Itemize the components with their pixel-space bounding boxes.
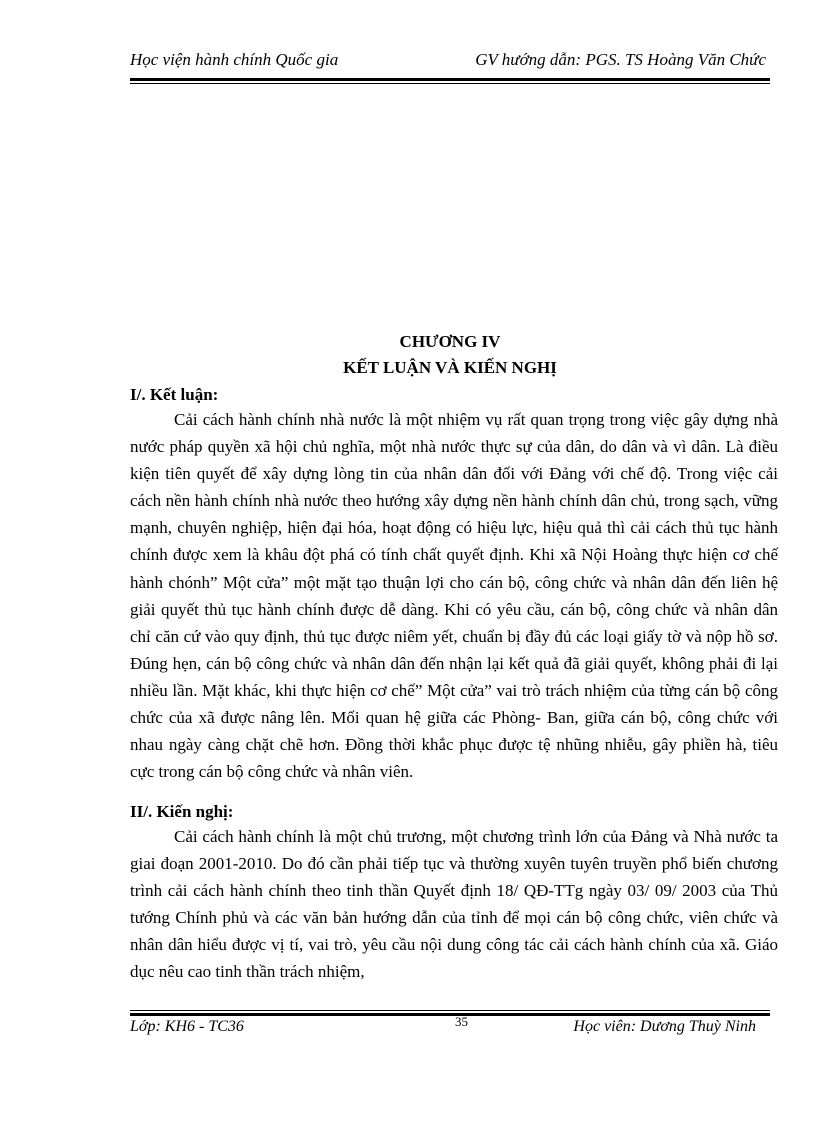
paragraph-recommendation: Cải cách hành chính là một chủ trương, một chương trình lớn của Đảng và Nhà nước ta giai đoạn 2001-2010. Do đó cần phải tiếp tục và thường xuyên tuyên truyền phổ biến chương trình cải cách hành chính theo tinh thần Quyết định 18/ QĐ-TTg ngày 03/ 09/ 2003 của Thủ tướng Chính phủ và các văn bản hướng dẫn của tỉnh để mọi cán bộ công chức, viên chức và nhân dân hiểu được vị tí, vai trò, yêu cầu nội dung công tác cải cách hành chính của xã. Giáo dục nêu cao tinh thần trách nhiệm, (130, 827, 778, 982)
footer-rule-thick (130, 1013, 770, 1016)
page-header (130, 50, 770, 76)
page-number: 35 (455, 1014, 468, 1029)
header-rule-thin (130, 83, 770, 84)
page-footer (130, 1014, 770, 1042)
header-institution: Học viện hành chính Quốc gia (130, 50, 339, 69)
header-advisor: GV hướng dẫn: PGS. TS Hoàng Văn Chức (475, 50, 766, 69)
chapter-title: KẾT LUẬN VÀ KIẾN NGHỊ (343, 358, 557, 377)
footer-class: Lớp: KH6 - TC36 (130, 1018, 244, 1035)
section-heading-recommendation: II/. Kiến nghị: (130, 802, 234, 821)
section-heading-conclusion: I/. Kết luận: (130, 385, 219, 404)
chapter-number: CHƯƠNG IV (399, 332, 501, 351)
footer-student: Học viên: Dương Thuỳ Ninh (573, 1018, 756, 1035)
footer-rule-thin (130, 1010, 770, 1011)
header-rule-thick (130, 78, 770, 81)
paragraph-conclusion: Cải cách hành chính nhà nước là một nhiệm vụ rất quan trọng trong việc gây dựng nhà nước pháp quyền xã hội chủ nghĩa, một nhà nước thực sự của dân, do dân và vì dân. Là điều kiện tiên quyết để xây dựng lòng tin của nhân dân đối với Đảng với chế độ. Trong việc cải cách nền hành chính nhà nước theo hướng xây dựng nền hành chính dân chủ, trong sạch, vững mạnh, chuyên nghiệp, hiện đại hóa, hoạt động có hiệu lực, hiệu quả thì cải cách thủ tục hành chính được xem là khâu đột phá có tính chất quyết định. Khi xã Nội Hoàng thực hiện cơ chế hành chónh” Một cửa” một mặt tạo thuận lợi cho cán bộ, công chức và nhân dân đến liên hệ giải quyết thủ tục hành chính được dễ dàng. Khi có yêu cầu, cán bộ, công chức và nhân dân chỉ căn cứ vào quy định, thủ tục được niêm yết, chuẩn bị đầy đủ các loại giấy tờ và nộp hồ sơ. Đúng hẹn, cán bộ công chức và nhân dân đến nhận lại kết quả đã giải quyết, không phải đi lại nhiều lần. Mặt khác, khi thực hiện cơ chế” Một cửa” vai trò trách nhiệm của từng cán bộ công chức của xã được nâng lên. Mối quan hệ giữa các Phòng- Ban, giữa cán bộ, công chức với nhau ngày càng chặt chẽ hơn. Đồng thời khắc phục được tệ nhũng nhiễu, gây phiền hà, tiêu cực trong cán bộ công chức và nhân viên. (130, 410, 778, 782)
